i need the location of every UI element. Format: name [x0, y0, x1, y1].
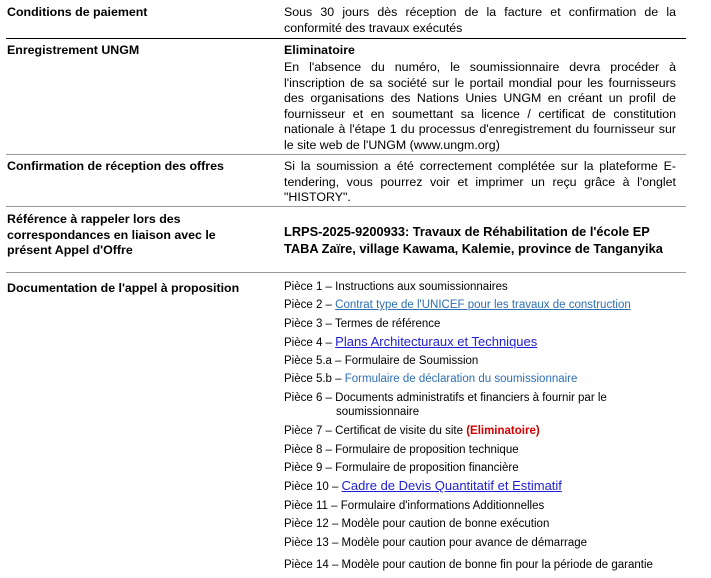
link-cadre-devis[interactable]: Cadre de Devis Quantitatif et Estimatif	[341, 478, 562, 493]
divider	[6, 154, 686, 155]
link-contrat-type[interactable]: Contrat type de l'UNICEF pour les travaux de construction	[335, 299, 631, 311]
link-plans-architecturaux[interactable]: Plans Architecturaux et Techniques	[335, 334, 538, 349]
doc-item-10: Pièce 10 – Cadre de Devis Quantitatif et Estimatif	[284, 478, 562, 493]
label-conditions-paiement: Conditions de paiement	[7, 5, 148, 19]
doc-item-3: Pièce 3 – Termes de référence	[284, 318, 441, 330]
doc-item-8: Pièce 8 – Formulaire de proposition technique	[284, 444, 519, 456]
label-enregistrement-ungm: Enregistrement UNGM	[7, 43, 140, 57]
value-ungm-text: En l'absence du numéro, le soumissionnaire devra procéder à l'inscription de sa société sur le portail mondial pour les fournisseurs des organisations des Nations Unies UNGM en créant un profil de fournisseur et en soumettant sa licence / certificat de constitution nationale à l'étape 1 du processus d'enregistrement du fournisseur sur le site web de l'UNGM (www.ungm.org)	[284, 60, 676, 152]
doc-item-9: Pièce 9 – Formulaire de proposition financière	[284, 462, 519, 474]
label-reference: Référence à rappeler lors des correspondances en liaison avec le présent Appel d'Offre	[7, 212, 216, 257]
label-confirmation-reception: Confirmation de réception des offres	[7, 159, 224, 173]
divider	[6, 38, 686, 39]
doc-item-11: Pièce 11 – Formulaire d'informations Additionnelles	[284, 500, 545, 512]
doc-item-7: Pièce 7 – Certificat de visite du site (Eliminatoire)	[284, 425, 540, 437]
divider	[6, 206, 686, 207]
divider	[6, 272, 686, 273]
value-confirmation-reception: Si la soumission a été correctement complétée sur la plateforme E-tendering, vous pourrez voir et imprimer un reçu grâce à l'onglet "HISTORY".	[284, 159, 676, 204]
doc-item-2: Pièce 2 – Contrat type de l'UNICEF pour les travaux de construction	[284, 299, 631, 311]
doc-item-13: Pièce 13 – Modèle pour caution pour avance de démarrage	[284, 537, 588, 549]
doc-item-6: Pièce 6 – Documents administratifs et financiers à fournir par le soumissionnaire	[284, 392, 607, 418]
value-ungm-heading: Eliminatoire	[284, 43, 355, 57]
label-documentation: Documentation de l'appel à proposition	[7, 281, 240, 295]
doc-item-12: Pièce 12 – Modèle pour caution de bonne exécution	[284, 518, 550, 530]
doc-item-14: Pièce 14 – Modèle pour caution de bonne fin pour la période de garantie	[284, 559, 653, 571]
link-formulaire-declaration[interactable]: Formulaire de déclaration du soumissionnaire	[344, 373, 578, 385]
doc-item-4: Pièce 4 – Plans Architecturaux et Techniques	[284, 334, 538, 349]
eliminatoire-tag: (Eliminatoire)	[466, 425, 540, 437]
doc-item-5a: Pièce 5.a – Formulaire de Soumission	[284, 355, 479, 367]
doc-item-1: Pièce 1 – Instructions aux soumissionnaires	[284, 281, 508, 293]
value-conditions-paiement: Sous 30 jours dès réception de la facture et confirmation de la conformité des travaux exécutés	[284, 5, 676, 35]
value-reference: LRPS-2025-9200933: Travaux de Réhabilitation de l'école EP TABA Zaïre, village Kawama, Kalemie, province de Tanganyika	[284, 224, 663, 256]
doc-item-5b: Pièce 5.b – Formulaire de déclaration du soumissionnaire	[284, 373, 578, 385]
